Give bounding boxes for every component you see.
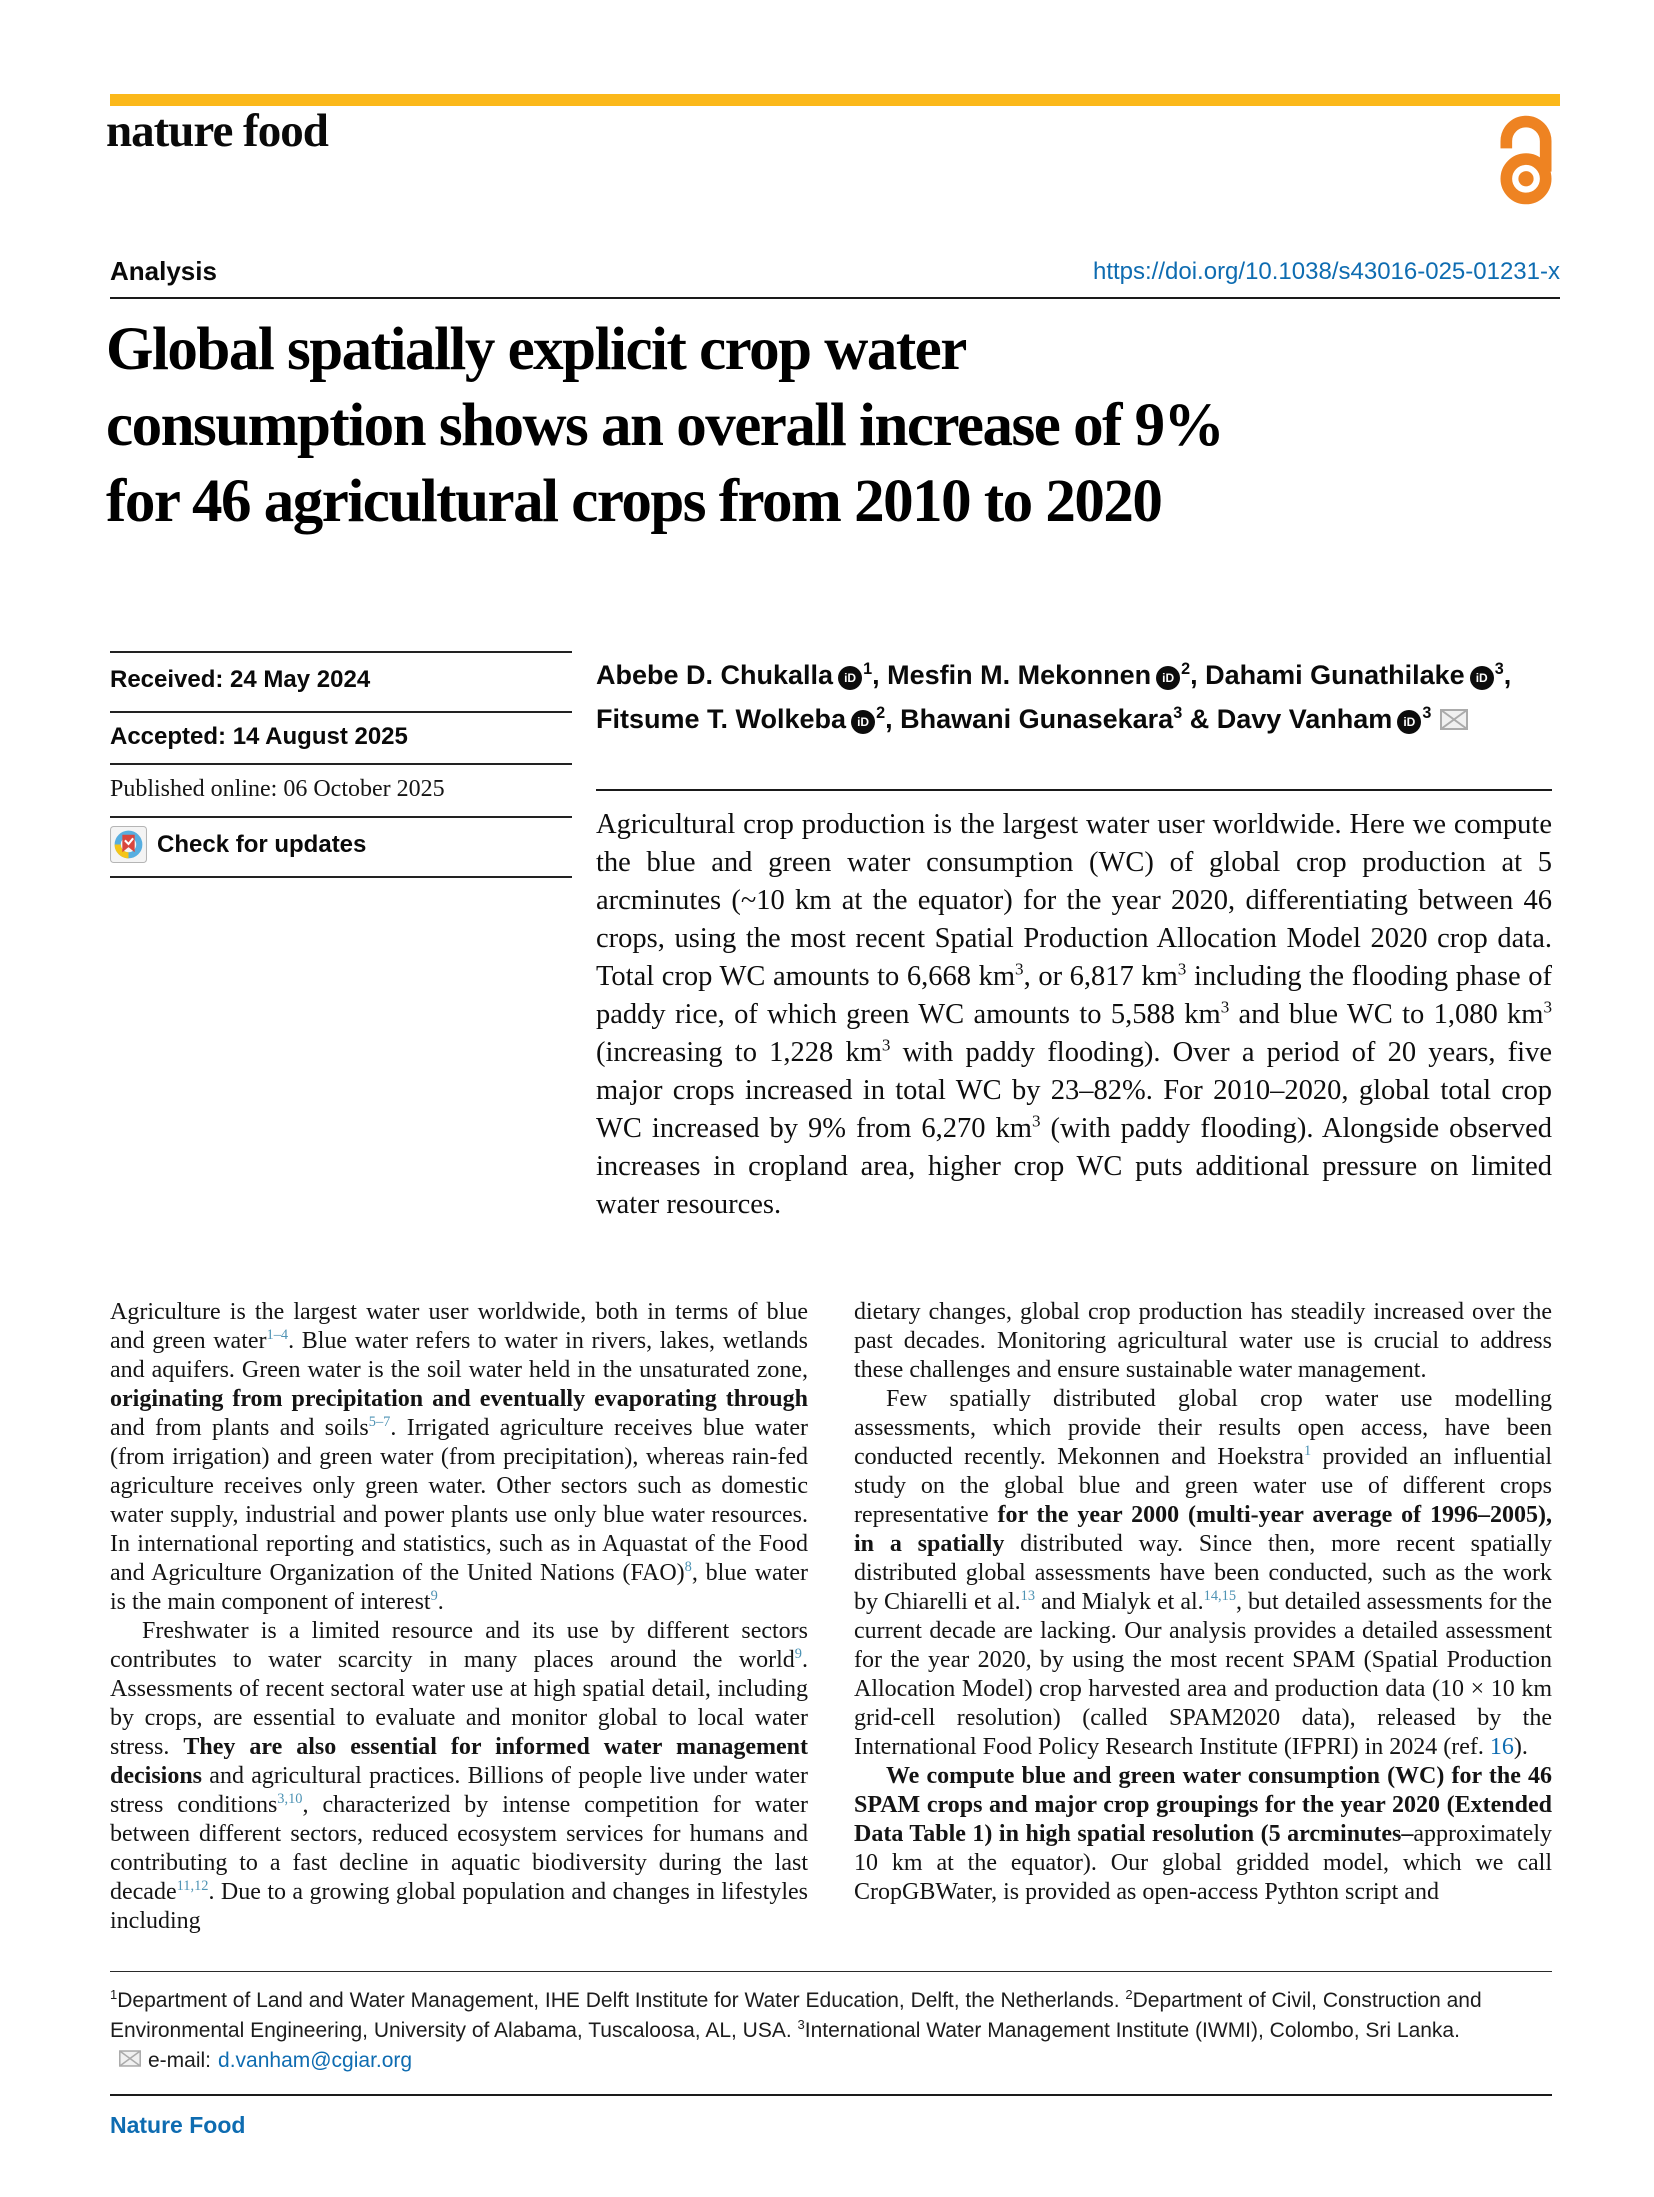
meta-rule (110, 816, 572, 818)
text-segment: originating from precipitation and eventually evaporating through (110, 1386, 808, 1412)
text-segment: and agricultural practices. Billions of people live under water stress conditions (110, 1763, 808, 1818)
meta-rule (110, 876, 572, 878)
text-segment: (increasing to 1,228 km (596, 1037, 882, 1068)
citation-ref[interactable]: 11,12 (176, 1878, 209, 1894)
text-segment: including the flooding phase of paddy rice, of which green WC amounts to 5,588 km (596, 961, 1552, 1030)
published-date: Published online: 06 October 2025 (110, 776, 445, 802)
meta-rule (110, 763, 572, 765)
text-segment: e-mail: (148, 2049, 212, 2072)
title-line: for 46 agricultural crops from 2010 to 2020 (106, 468, 1162, 535)
text-segment: . Irrigated agriculture receives blue water (from irrigation) and green water (from precipitation), whereas rain-fed agriculture receives only green water. Other sectors such as domestic water supply, industrial and power plants use only blue water resources. In international reporting and statistics, such as in Aquastat of the Food and Agriculture Organization of the United Nations (FAO) (110, 1415, 808, 1586)
footnote-rule (110, 1971, 1552, 1972)
article-title (106, 312, 1526, 540)
meta-rule (110, 651, 572, 653)
text-segment: dietary changes, global crop production has steadily increased over the past decades. Monitoring agricultural water use is crucial to address these challenges and ensure sustainable water management. (854, 1299, 1552, 1383)
citation-ref[interactable]: 9 (794, 1646, 802, 1662)
header-rule (110, 297, 1560, 299)
citation-ref[interactable]: 8 (684, 1559, 692, 1575)
superscript: 2 (1125, 1987, 1133, 2002)
text-segment: distributed way. Since then, more recent spatially distributed global assessments have been conducted, such as the work by Chiarelli et al. (854, 1531, 1552, 1615)
envelope-icon[interactable] (1440, 706, 1468, 737)
body-paragraph (854, 1385, 1552, 1762)
text-segment: and from plants and soils (110, 1415, 369, 1441)
body-paragraph (854, 1762, 1552, 1907)
journal-brand: nature food (106, 105, 328, 157)
citation-ref[interactable]: 3,10 (277, 1791, 303, 1807)
superscript: 2 (876, 704, 886, 722)
inline-link[interactable]: d.vanham@cgiar.org (218, 2049, 413, 2072)
text-segment: , but detailed assessments for the current decade are lacking. Our analysis provides a detailed assessment for the year 2020, by using the most recent SPAM (Spatial Production Allocation Model) crop harvested area and production data (10 × 10 km grid-cell resolution) (called SPAM2020 data), released by the International Food Policy Research Institute (IFPRI) in 2024 (ref. (854, 1589, 1552, 1760)
superscript: 2 (1181, 660, 1191, 678)
text-segment: (with paddy flooding). Alongside observed increases in cropland area, higher crop WC puts additional pressure on limited water resources. (596, 1113, 1552, 1220)
text-segment: and blue WC to 1,080 km (1229, 999, 1544, 1030)
text-segment: for the year 2000 (multi-year average of 1996–2005), in a spatially (854, 1502, 1552, 1557)
citation-ref[interactable]: 13 (1020, 1588, 1036, 1604)
text-segment: We compute blue and green water consumption (WC) for the 46 SPAM crops and major crop groupings for the year 2020 (Extended Data Table 1) in high spatial resolution (5 arcminutes– (854, 1763, 1552, 1847)
check-for-updates-button[interactable] (110, 826, 572, 863)
orcid-icon[interactable]: iD (1397, 710, 1421, 734)
email-row (110, 2049, 412, 2073)
text-segment: . Assessments of recent sectoral water use at high spatial detail, including by crops, are essential to evaluate and monitor global to local water stress. (110, 1647, 808, 1760)
superscript: 3 (1543, 997, 1552, 1017)
citation-ref[interactable]: 1 (1303, 1443, 1312, 1459)
title-line: consumption shows an overall increase of 9% (106, 392, 1224, 459)
superscript: 1 (110, 1987, 118, 2002)
text-segment: , or 6,817 km (1023, 961, 1178, 992)
citation-ref[interactable]: 1–4 (266, 1327, 289, 1343)
text-segment: provided an influential study on the global blue and green water use of different crops representative (854, 1444, 1552, 1528)
superscript: 3 (1494, 660, 1504, 678)
text-segment: and Mialyk et al. (1035, 1589, 1204, 1615)
meta-rule (110, 711, 572, 713)
check-for-updates-label: Check for updates (157, 830, 367, 858)
text-segment: approximately 10 km at the equator). Our global gridded model, which we call CropGBWater, is provided as open-access Pythton script and (854, 1821, 1552, 1905)
footer-journal-name: Nature Food (110, 2112, 246, 2138)
superscript: 3 (1031, 1111, 1041, 1131)
text-segment: . Blue water refers to water in rivers, lakes, wetlands and aquifers. Green water is the soil water held in the unsaturated zone, (110, 1328, 809, 1383)
text-segment: , Mesfin M. Mekonnen (872, 660, 1152, 690)
citation-ref[interactable]: 14,15 (1203, 1588, 1237, 1604)
body-column-left (110, 1298, 808, 1936)
orcid-icon[interactable]: iD (1470, 666, 1494, 690)
envelope-icon[interactable] (119, 2049, 141, 2073)
text-segment: , Bhawani Gunasekara (885, 704, 1174, 734)
abstract-text (596, 806, 1552, 1224)
open-access-icon (1492, 114, 1560, 211)
footer-rule (110, 2094, 1552, 2096)
section-label: Analysis (110, 256, 217, 286)
body-column-right (854, 1298, 1552, 1907)
authors-line-2 (596, 704, 1554, 737)
text-segment: Freshwater is a limited resource and its use by different sectors contributes to water scarcity in many places around the world (110, 1618, 808, 1673)
orcid-icon[interactable]: iD (838, 666, 862, 690)
orcid-icon[interactable]: iD (1156, 666, 1180, 690)
text-segment: . Due to a growing global population and changes in lifestyles including (110, 1879, 808, 1934)
superscript: 3 (1177, 959, 1187, 979)
superscript: 3 (881, 1035, 891, 1055)
text-segment: Few spatially distributed global crop water use modelling assessments, which provide their results open access, have been conducted recently. Mekonnen and Hoekstra (854, 1386, 1552, 1470)
text-segment: Department of Civil, Construction and Environmental Engineering, University of Alabama, Tuscaloosa, AL, USA. (110, 1989, 1482, 2042)
body-paragraph (110, 1298, 808, 1617)
text-segment: . (437, 1589, 444, 1615)
inline-link[interactable]: 16 (1489, 1734, 1514, 1760)
affiliations-text (110, 1986, 1552, 2046)
superscript: 1 (863, 660, 873, 678)
text-segment: , characterized by intense competition for water between different sectors, reduced ecosystem services for humans and contributing to a fast decline in aquatic biodiversity during the last decade (110, 1792, 809, 1905)
superscript: 3 (1220, 997, 1230, 1017)
text-segment: Agricultural crop production is the largest water user worldwide. Here we compute the blue and green water consumption (WC) of global crop production at 5 arcminutes (~10 km at the equator) for the year 2020, differentiating between 46 crops, using the most recent Spatial Production Allocation Model 2020 crop data. Total crop WC amounts to 6,668 km (596, 809, 1552, 992)
received-date: Received: 24 May 2024 (110, 666, 371, 693)
text-segment: Fitsume T. Wolkeba (596, 704, 847, 734)
text-segment: & Davy Vanham (1182, 704, 1393, 734)
text-segment: , (1503, 660, 1512, 690)
text-segment: ). (1513, 1734, 1528, 1760)
accepted-date: Accepted: 14 August 2025 (110, 723, 408, 750)
abstract-rule (596, 789, 1552, 791)
body-paragraph (854, 1298, 1552, 1385)
body-paragraph (110, 1617, 808, 1936)
title-line: Global spatially explicit crop water (106, 316, 966, 383)
text-segment: , blue water is the main component of interest (110, 1560, 809, 1615)
citation-ref[interactable]: 9 (430, 1588, 438, 1604)
authors-line-1 (596, 660, 1554, 691)
superscript: 3 (1173, 704, 1183, 722)
text-segment: Department of Land and Water Management, IHE Delft Institute for Water Education, Delft, the Netherlands. (117, 1989, 1126, 2012)
text-segment: Abebe D. Chukalla (596, 660, 834, 690)
text-segment: Agriculture is the largest water user worldwide, both in terms of blue and green water (110, 1299, 808, 1354)
orcid-icon[interactable]: iD (851, 710, 875, 734)
text-segment: International Water Management Institute (IWMI), Colombo, Sri Lanka. (804, 2019, 1460, 2042)
superscript: 3 (1015, 959, 1024, 979)
crossmark-icon (110, 826, 147, 863)
doi-link[interactable]: https://doi.org/10.1038/s43016-025-01231-x (1092, 258, 1560, 285)
text-segment: , Dahami Gunathilake (1190, 660, 1465, 690)
superscript: 3 (1422, 704, 1432, 722)
text-segment: They are also essential for informed water management decisions (110, 1734, 808, 1789)
citation-ref[interactable]: 5–7 (368, 1414, 391, 1430)
superscript: 3 (797, 2017, 805, 2032)
text-segment: with paddy flooding). Over a period of 20 years, five major crops increased in total WC by 23–82%. For 2010–2020, global total crop WC increased by 9% from 6,270 km (596, 1037, 1552, 1144)
